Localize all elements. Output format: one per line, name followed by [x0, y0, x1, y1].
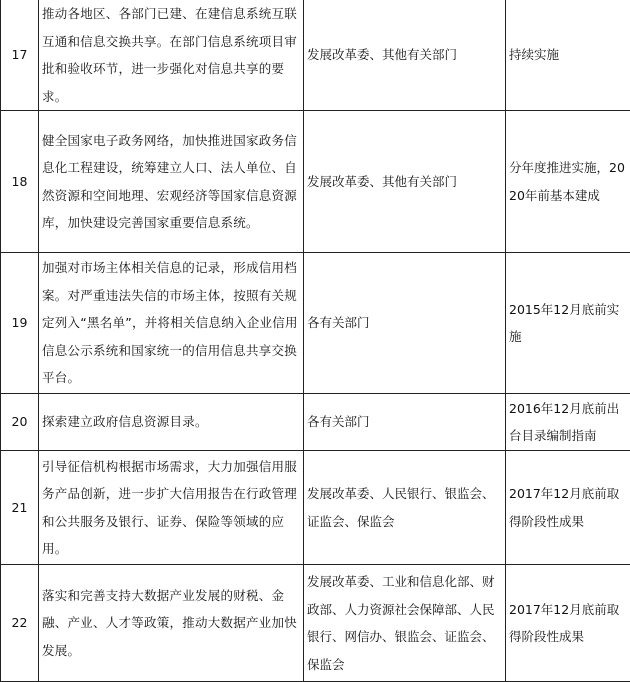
- table-row: [1, 0, 630, 111]
- department-cell: 发展改革委、工业和信息化部、财政部、人力资源社会保障部、人民银行、网信办、银监会、证监会、保监会: [304, 565, 506, 682]
- task-cell: 健全国家电子政务网络，加快推进国家政务信息化工程建设，统筹建立人口、法人单位、自然资源和空间地理、宏观经济等国家信息资源库，加快建设完善国家重要信息系统。: [39, 111, 304, 253]
- department-cell: 各有关部门: [304, 253, 506, 394]
- table-row: [1, 253, 630, 394]
- timeline-cell: 持续实施: [506, 0, 630, 111]
- task-cell: 落实和完善支持大数据产业发展的财税、金融、产业、人才等政策，推动大数据产业加快发展。: [39, 565, 304, 682]
- task-cell: 推动各地区、各部门已建、在建信息系统互联互通和信息交换共享。在部门信息系统项目审批和验收环节，进一步强化对信息共享的要求。: [39, 0, 304, 111]
- row-number-cell: 21: [1, 451, 39, 565]
- department-cell: 各有关部门: [304, 394, 506, 451]
- table-row: [1, 394, 630, 451]
- timeline-cell: 2017年12月底前取得阶段性成果: [506, 451, 630, 565]
- table-row: [1, 111, 630, 253]
- row-number-cell: 17: [1, 0, 39, 111]
- timeline-cell: 2015年12月底前实施: [506, 253, 630, 394]
- row-number-cell: 18: [1, 111, 39, 253]
- timeline-cell: 2016年12月底前出台目录编制指南: [506, 394, 630, 451]
- row-number-cell: 20: [1, 394, 39, 451]
- task-cell: 引导征信机构根据市场需求，大力加强信用服务产品创新，进一步扩大信用报告在行政管理和公共服务及银行、证券、保险等领域的应用。: [39, 451, 304, 565]
- timeline-cell: 2017年12月底前取得阶段性成果: [506, 565, 630, 682]
- timeline-cell: 分年度推进实施，2020年前基本建成: [506, 111, 630, 253]
- task-cell: 探索建立政府信息资源目录。: [39, 394, 304, 451]
- department-cell: 发展改革委、其他有关部门: [304, 111, 506, 253]
- row-number-cell: 19: [1, 253, 39, 394]
- department-cell: 发展改革委、人民银行、银监会、证监会、保监会: [304, 451, 506, 565]
- task-cell: 加强对市场主体相关信息的记录，形成信用档案。对严重违法失信的市场主体，按照有关规定列入“黑名单”，并将相关信息纳入企业信用信息公示系统和国家统一的信用信息共享交换平台。: [39, 253, 304, 394]
- department-cell: 发展改革委、其他有关部门: [304, 0, 506, 111]
- row-number-cell: 22: [1, 565, 39, 682]
- table-row: [1, 451, 630, 565]
- table-row: [1, 565, 630, 682]
